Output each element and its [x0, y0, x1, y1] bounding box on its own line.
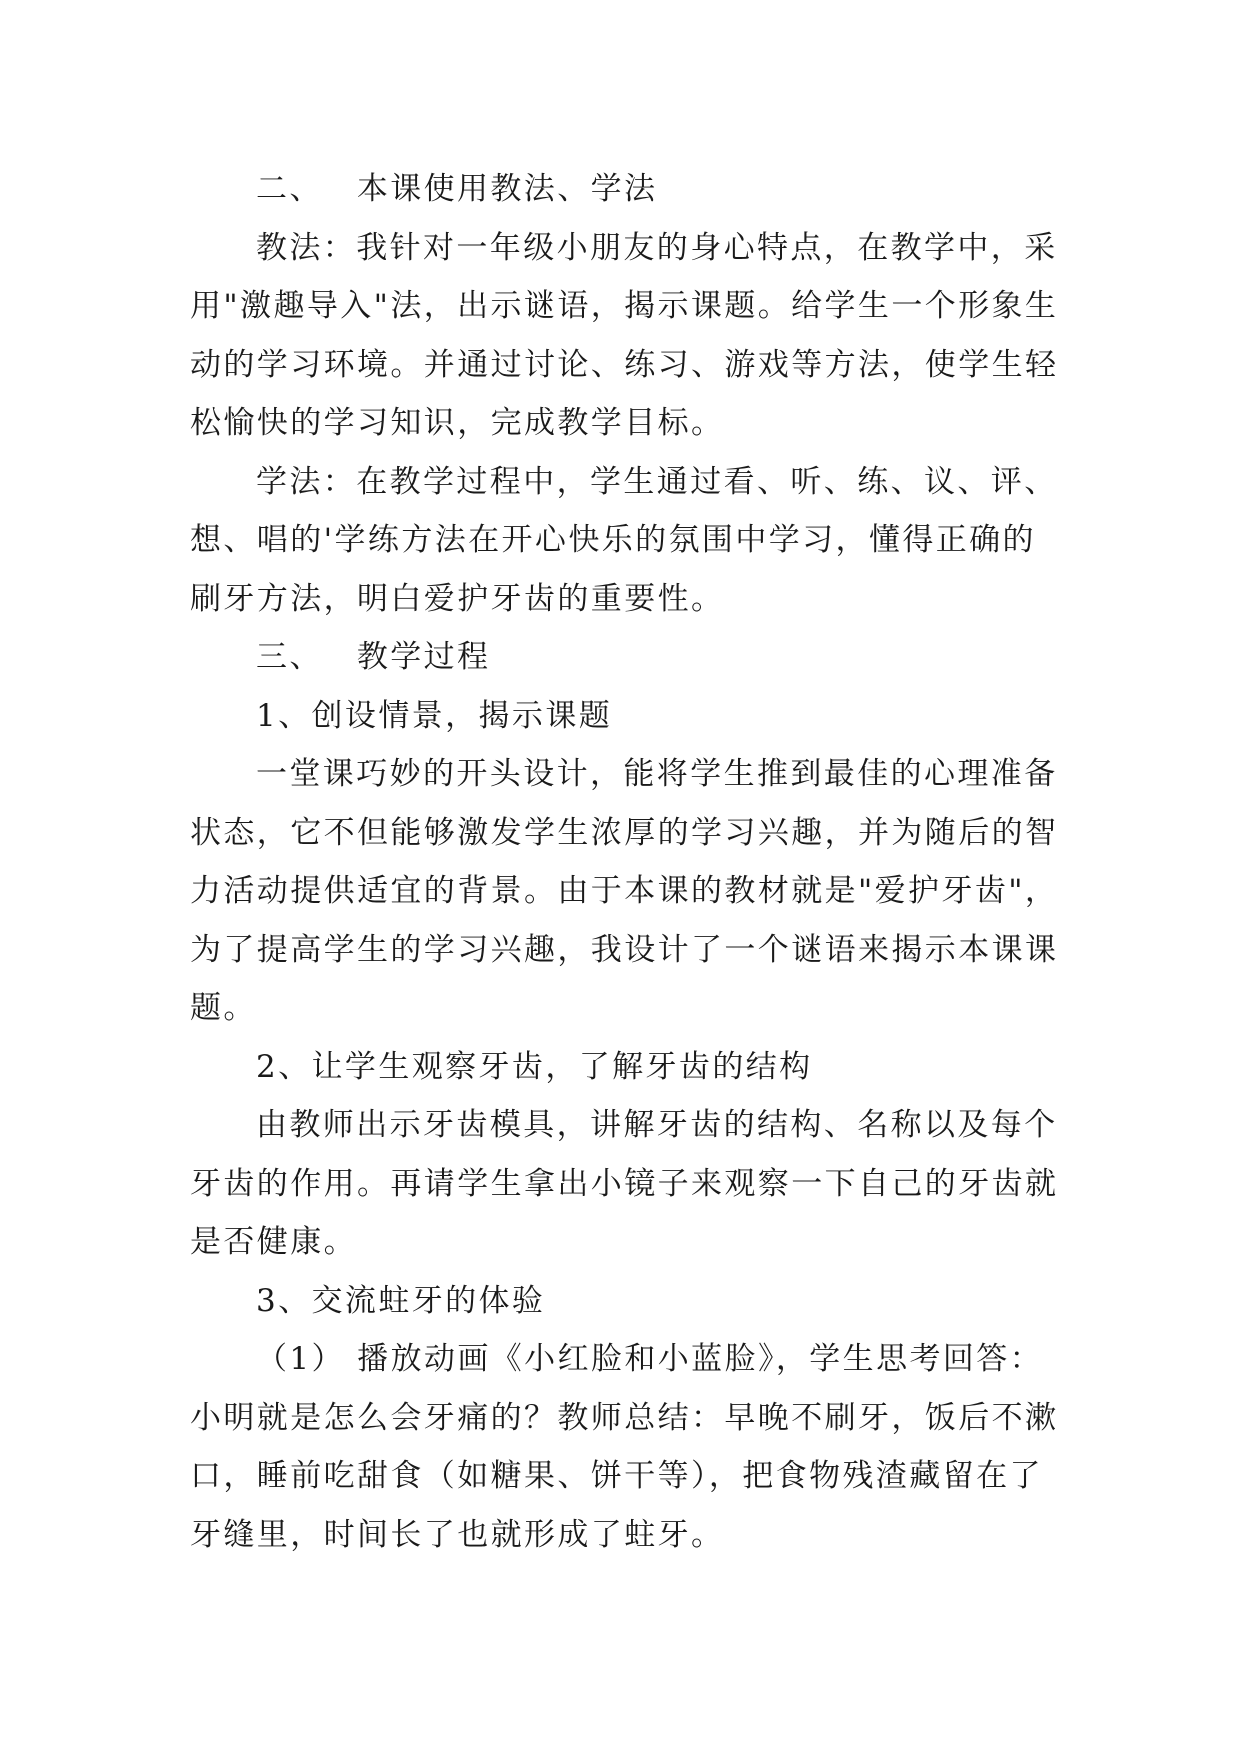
paragraph-teaching-method: 教法：我针对一年级小朋友的身心特点，在教学中，采用"激趣导入"法，出示谜语，揭示课题。给学生一个形象生动的学习环境。并通过讨论、练习、游戏等方法，使学生轻松愉快的学习知识，完成教学目标。 [190, 229, 1059, 441]
paragraph-learning-method: 学法：在教学过程中，学生通过看、听、练、议、评、想、唱的'学练方法在开心快乐的氛围中学习，懂得正确的刷牙方法，明白爱护牙齿的重要性。 [190, 463, 1058, 617]
document-body [190, 160, 1060, 1564]
section-number: 二、 [256, 171, 323, 207]
section-title: 本课使用教法、学法 [356, 171, 658, 207]
paragraph-step-1: 一堂课巧妙的开头设计，能将学生推到最佳的心理准备状态，它不但能够激发学生浓厚的学习兴趣，并为随后的智力活动提供适宜的背景。由于本课的教材就是"爱护牙齿"，为了提高学生的学习兴趣，我设计了一个谜语来揭示本课课题。 [190, 756, 1059, 1026]
subheading-step-2: 2、让学生观察牙齿，了解牙齿的结构 [256, 1048, 813, 1085]
section-heading-three [190, 628, 1060, 687]
subheading-step-3: 3、交流蛀牙的体验 [256, 1282, 546, 1319]
subheading-step-1: 1、创设情景，揭示课题 [256, 697, 613, 734]
section-number: 三、 [256, 639, 323, 675]
section-title: 教学过程 [356, 639, 491, 675]
paragraph-step-3-item-1: （1） 播放动画《小红脸和小蓝脸》，学生思考回答：小明就是怎么会牙痛的？教师总结：早晚不刷牙，饭后不漱口，睡前吃甜食（如糖果、饼干等），把食物残渣藏留在了牙缝里，时间长了也就形成了蛀牙。 [190, 1341, 1059, 1553]
paragraph-step-2: 由教师出示牙齿模具，讲解牙齿的结构、名称以及每个牙齿的作用。再请学生拿出小镜子来观察一下自己的牙齿就是否健康。 [190, 1107, 1059, 1260]
section-heading-two [190, 160, 1060, 219]
